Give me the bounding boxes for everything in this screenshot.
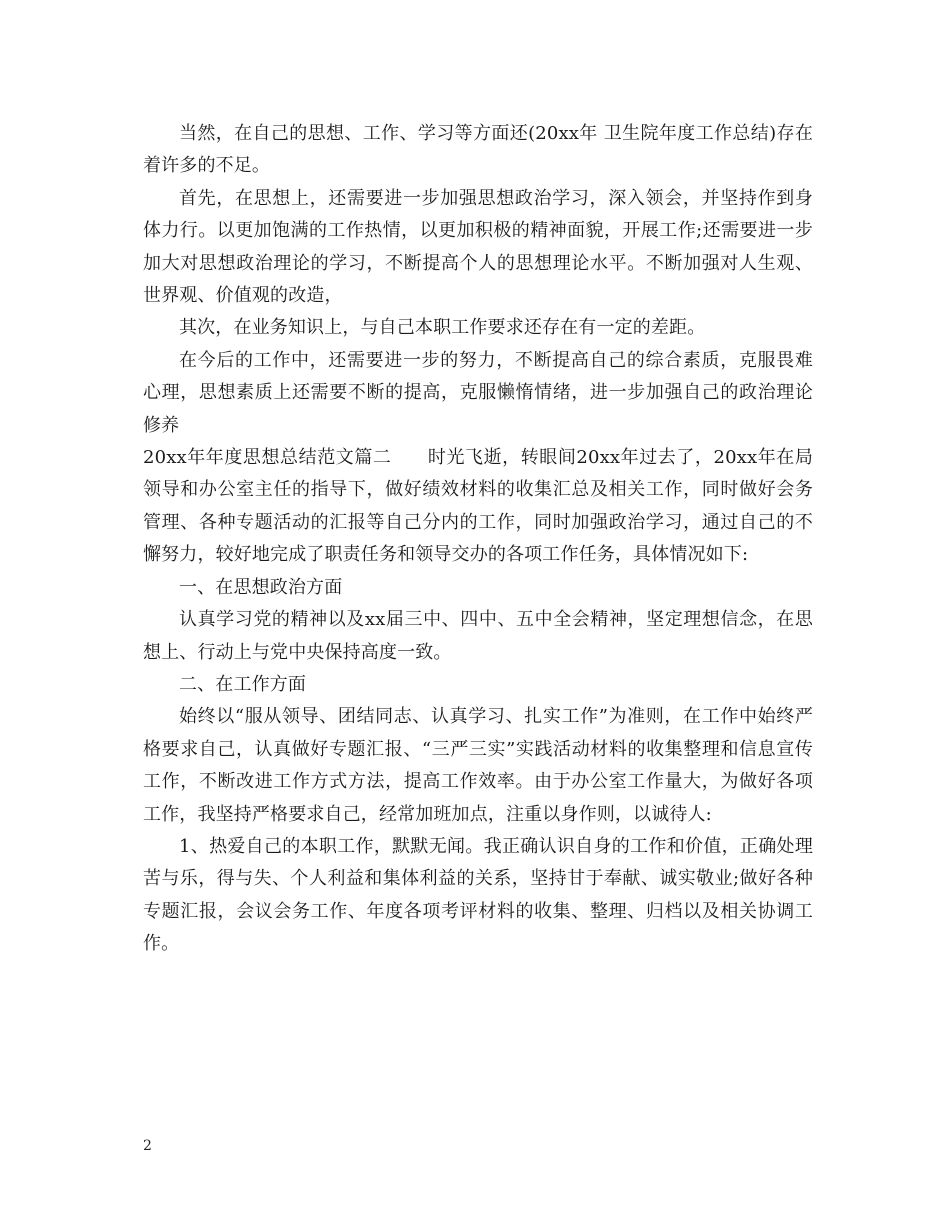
heading-work: 二、在工作方面 xyxy=(179,673,307,695)
paragraph-ideology: 认真学习党的精神以及xx届三中、四中、五中全会精神，坚定理想信念，在思想上、行动上与党中央保持高度一致。 xyxy=(143,609,813,663)
section-title: 20xx年年度思想总结范文篇二 xyxy=(143,447,392,469)
paragraph-shortcomings: 当然，在自己的思想、工作、学习等方面还(20xx年 卫生院年度工作总结)存在着许多的不足。 xyxy=(143,123,813,177)
paragraph-work: 始终以“服从领导、团结同志、认真学习、扎实工作”为准则，在工作中始终严格要求自己，认真做好专题汇报、“三严三实”实践活动材料的收集整理和信息宣传工作，不断改进工作方式方法，提高工作效率。由于办公室工作量大，为做好各项工作，我坚持严格要求自己，经常加班加点，注重以身作则，以诚待人: xyxy=(143,706,813,825)
paragraph-item-one: 1、热爱自己的本职工作，默默无闻。我正确认识自身的工作和价值，正确处理苦与乐，得与失、个人利益和集体利益的关系，坚持甘于奉献、诚实敬业;做好各种专题汇报，会议会务工作、年度各项考评材料的收集、整理、归档以及相关协调工作。 xyxy=(143,835,813,955)
paragraph-section-two xyxy=(143,442,813,572)
page-number: 2 xyxy=(143,1138,152,1154)
section-intro: 时光飞逝，转眼间20xx年过去了，20xx年在局领导和办公室主任的指导下，做好绩效材料的收集汇总及相关工作，同时做好会务管理、各种专题活动的汇报等自己分内的工作，同时加强政治学习，通过自己的不懈努力，较好地完成了职责任务和领导交办的各项工作任务，具体情况如下: xyxy=(143,447,813,566)
paragraph-first-point: 首先，在思想上，还需要进一步加强思想政治学习，深入领会，并坚持作到身体力行。以更加饱满的工作热情，以更加积极的精神面貌，开展工作;还需要进一步加大对思想政治理论的学习，不断提高个人的思想理论水平。不断加强对人生观、世界观、价值观的改造， xyxy=(143,187,813,307)
paragraph-second-point: 其次，在业务知识上，与自己本职工作要求还存在有一定的差距。 xyxy=(179,317,706,339)
paragraph-future-work: 在今后的工作中，还需要进一步的努力，不断提高自己的综合素质，克服畏难心理，思想素质上还需要不断的提高，克服懒惰情绪，进一步加强自己的政治理论修养 xyxy=(143,349,813,436)
document-body xyxy=(143,118,813,961)
heading-ideology: 一、在思想政治方面 xyxy=(179,576,343,598)
